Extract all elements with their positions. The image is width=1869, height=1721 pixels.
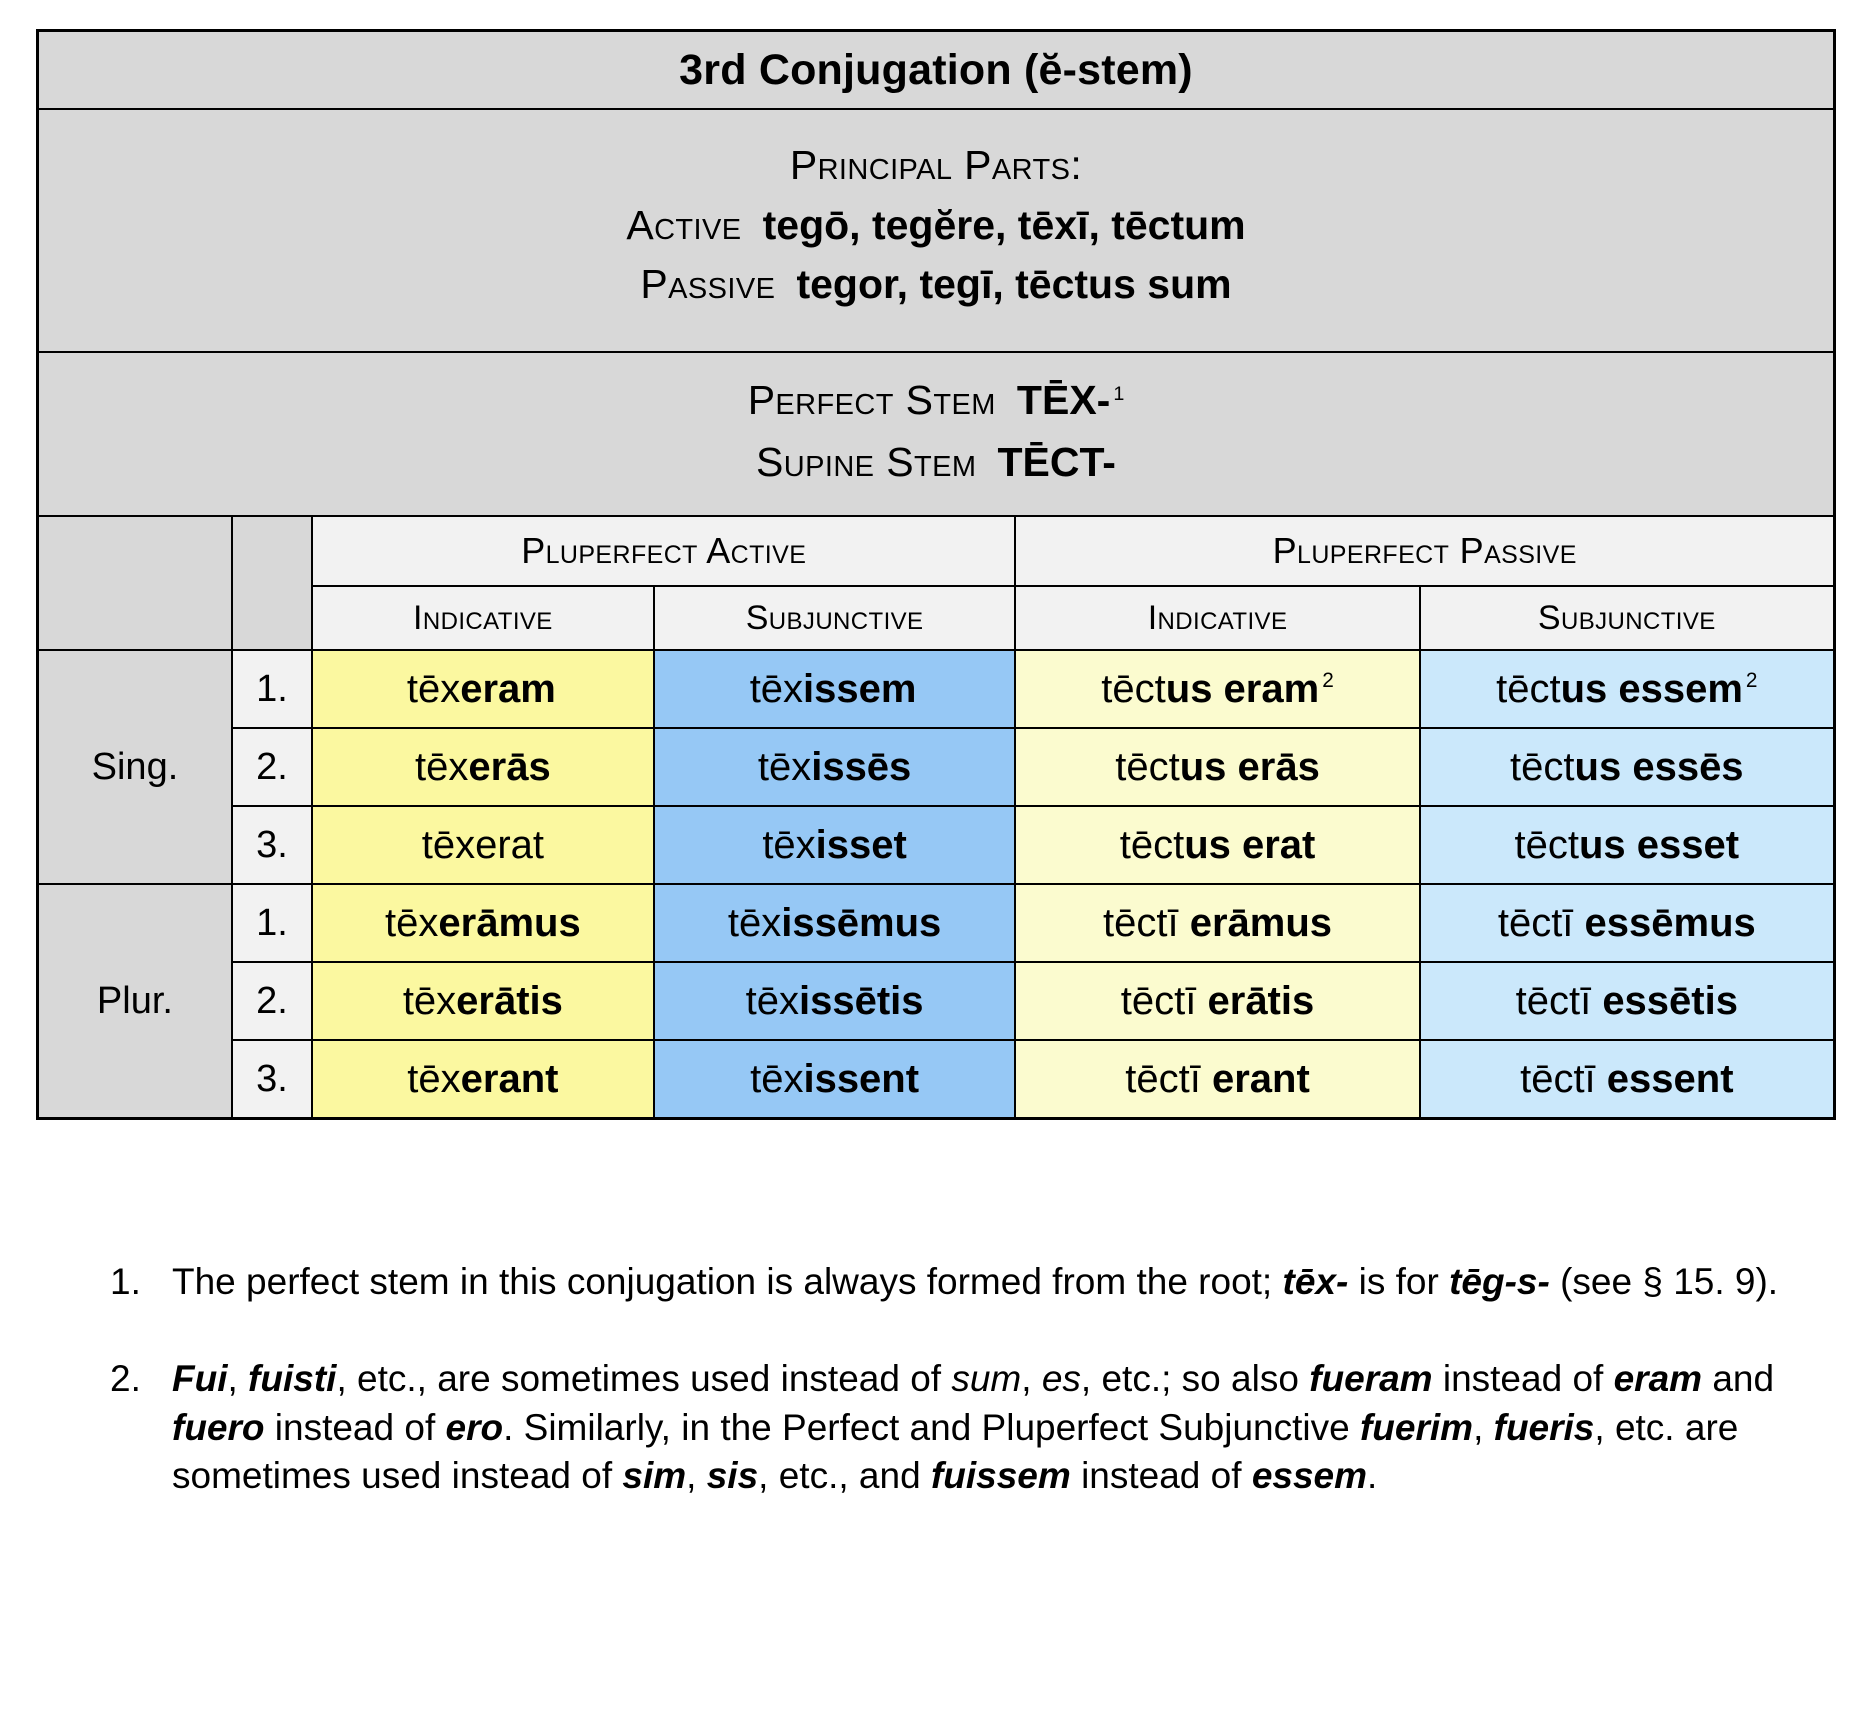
footnote-item	[110, 1258, 1810, 1307]
cell-passive-indicative: tēctus erat	[1015, 806, 1419, 884]
number-label-plural: Plur.	[38, 884, 232, 1119]
corner-blank-person	[232, 516, 312, 650]
header-active-indicative: Indicative	[312, 586, 654, 650]
footnote-marker-1: 1	[1113, 383, 1125, 406]
principal-parts-passive: Passive tegor, tegī, tēctus sum	[640, 261, 1232, 308]
cell-passive-subjunctive: tēctī essent	[1420, 1040, 1835, 1119]
cell-passive-indicative: tēctī erant	[1015, 1040, 1419, 1119]
cell-passive-subjunctive: tēctus essem $^2$	[1420, 650, 1835, 728]
table-row	[38, 806, 1835, 884]
number-label-singular: Sing.	[38, 650, 232, 884]
cell-active-subjunctive: tēxissent	[654, 1040, 1016, 1119]
stems-block	[38, 352, 1835, 516]
footnote-text: Fui, fuisti, etc., are sometimes used instead of sum, es, etc.; so also fueram instead of eram and fuero instead of ero. Similarly, in the Perfect and Pluperfect Subjunctive fuerim, fueris, etc. are sometimes used instead of sim, sis, etc., and fuissem instead of essem.	[172, 1357, 1775, 1497]
header-passive-indicative: Indicative	[1015, 586, 1419, 650]
footnote-text: The perfect stem in this conjugation is always formed from the root; tēx- is for tēg-s- (see § 15. 9).	[172, 1261, 1779, 1302]
person-label: 3.	[232, 806, 312, 884]
cell-active-indicative: tēxerat	[312, 806, 654, 884]
header-active-subjunctive: Subjunctive	[654, 586, 1016, 650]
cell-passive-subjunctive: tēctus essēs	[1420, 728, 1835, 806]
cell-passive-subjunctive: tēctus esset	[1420, 806, 1835, 884]
supine-stem-line: Supine Stem TĒCT-	[756, 439, 1116, 485]
header-pluperfect-passive: Pluperfect Passive	[1015, 516, 1834, 586]
cell-active-subjunctive: tēxissētis	[654, 962, 1016, 1040]
person-label: 1.	[232, 650, 312, 728]
footnotes-list	[110, 1258, 1810, 1549]
principal-parts-row	[38, 109, 1835, 352]
cell-passive-subjunctive: tēctī essēmus	[1420, 884, 1835, 962]
person-label: 2.	[232, 728, 312, 806]
footnote-number: 2.	[110, 1357, 141, 1399]
cell-active-subjunctive: tēxisset	[654, 806, 1016, 884]
conjugation-table	[36, 29, 1836, 1120]
cell-passive-indicative: tēctus erās	[1015, 728, 1419, 806]
footnote-marker-2: 2	[1745, 669, 1758, 693]
cell-passive-subjunctive: tēctī essētis	[1420, 962, 1835, 1040]
table-title-row	[38, 31, 1835, 110]
cell-active-indicative: tēxerātis	[312, 962, 654, 1040]
header-pluperfect-active: Pluperfect Active	[312, 516, 1015, 586]
table-row	[38, 962, 1835, 1040]
table-row	[38, 650, 1835, 728]
header-passive-subjunctive: Subjunctive	[1420, 586, 1835, 650]
stems-row	[38, 352, 1835, 516]
cell-active-indicative: tēxerant	[312, 1040, 654, 1119]
voice-header-row	[38, 516, 1835, 586]
person-label: 3.	[232, 1040, 312, 1119]
page-title: 3rd Conjugation (ĕ-stem)	[38, 31, 1835, 110]
cell-active-subjunctive: tēxissēmus	[654, 884, 1016, 962]
table-row	[38, 884, 1835, 962]
cell-passive-indicative: tēctus eram $^2$	[1015, 650, 1419, 728]
footnote-marker-2: 2	[1322, 669, 1334, 693]
corner-blank-number	[38, 516, 232, 650]
cell-active-indicative: tēxerās	[312, 728, 654, 806]
person-label: 1.	[232, 884, 312, 962]
cell-passive-indicative: tēctī erātis	[1015, 962, 1419, 1040]
person-label: 2.	[232, 962, 312, 1040]
cell-active-subjunctive: tēxissēs	[654, 728, 1016, 806]
table-row	[38, 1040, 1835, 1119]
principal-parts-block	[38, 109, 1835, 352]
cell-passive-indicative: tēctī erāmus	[1015, 884, 1419, 962]
principal-parts-active: Active tegō, tegĕre, tēxī, tēctum	[626, 201, 1246, 248]
footnote-number: 1.	[110, 1261, 141, 1302]
principal-parts-heading: Principal Parts:	[789, 141, 1083, 188]
perfect-stem-line: Perfect Stem TĒX- $^1$	[747, 377, 1125, 424]
footnote-item	[110, 1355, 1810, 1501]
table-row	[38, 728, 1835, 806]
cell-active-subjunctive: tēxissem	[654, 650, 1016, 728]
cell-active-indicative: tēxeram	[312, 650, 654, 728]
cell-active-indicative: tēxerāmus	[312, 884, 654, 962]
